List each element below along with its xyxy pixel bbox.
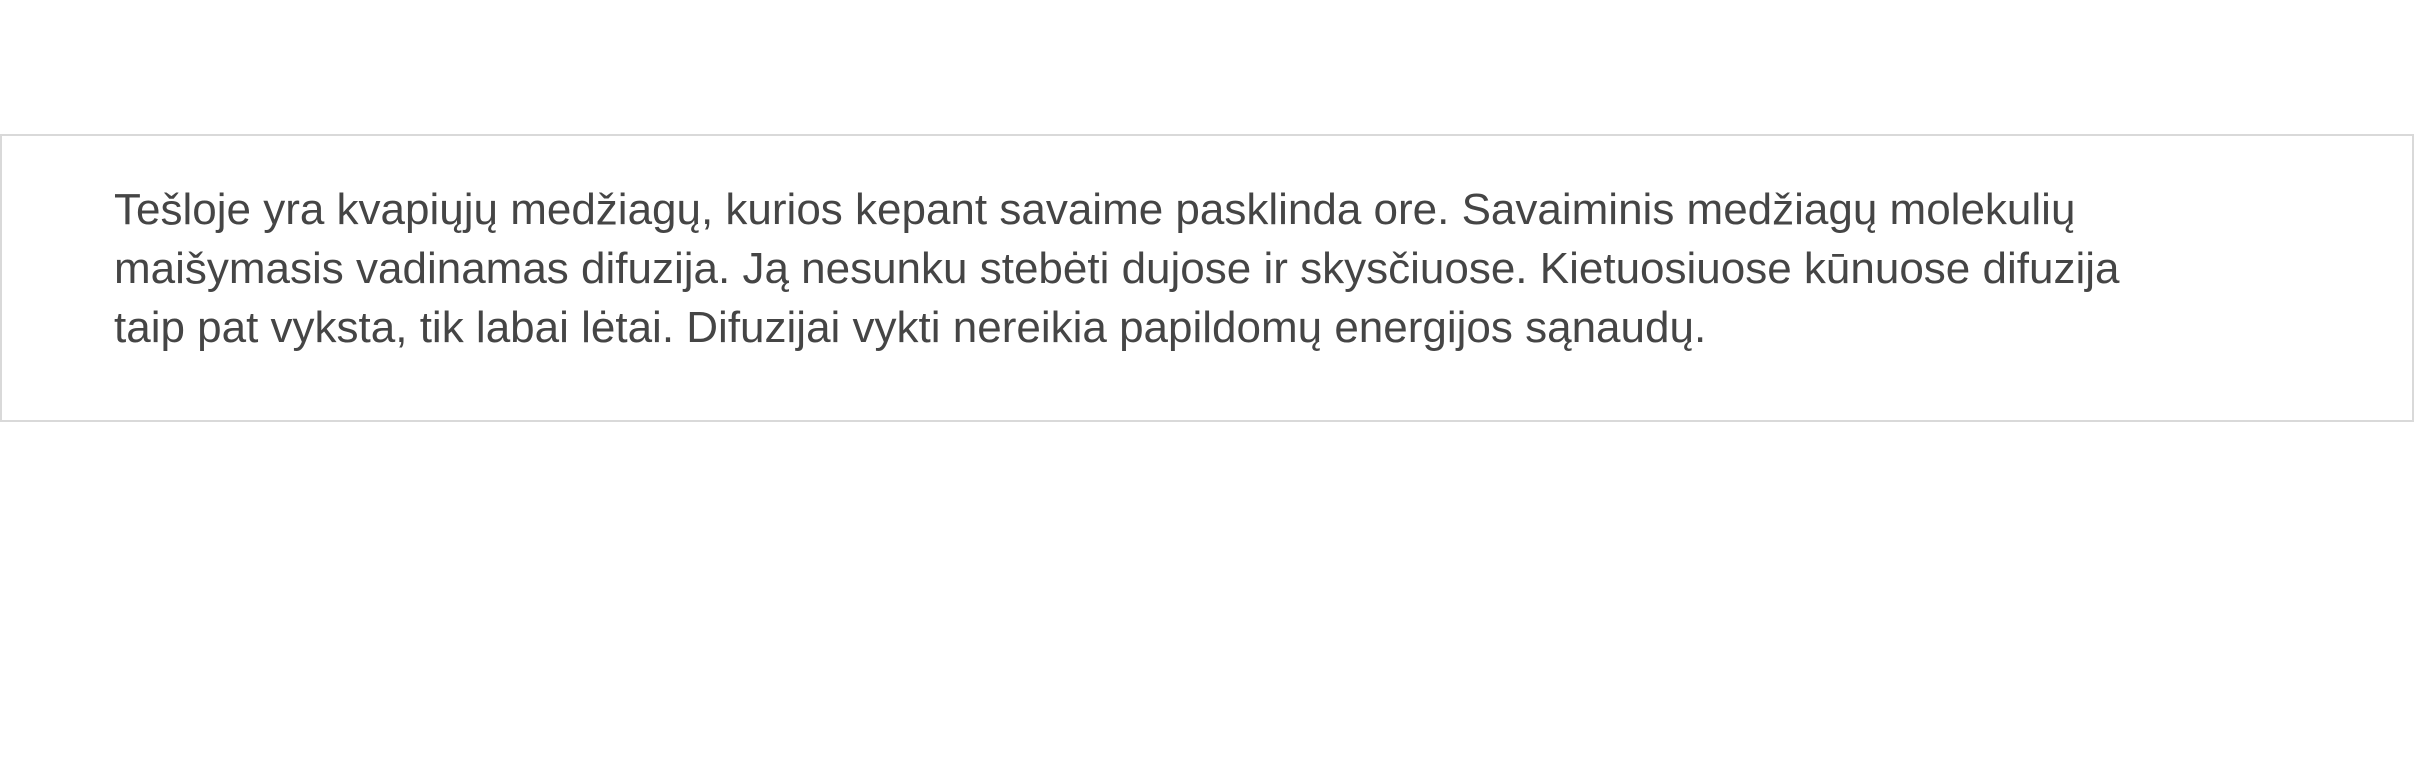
paragraph-line-3: taip pat vyksta, tik labai lėtai. Difuzijai vykti nereikia papildomų energijos sąnaudų. bbox=[114, 303, 1707, 352]
paragraph bbox=[114, 180, 2354, 357]
paragraph-line-2: maišymasis vadinamas difuzija. Ją nesunku stebėti dujose ir skysčiuose. Kietuosiuose kūnuose difuzija bbox=[114, 244, 2120, 293]
text-panel bbox=[0, 134, 2414, 422]
paragraph-line-1: Tešloje yra kvapiųjų medžiagų, kurios kepant savaime pasklinda ore. Savaiminis medžiagų molekulių bbox=[114, 185, 2076, 234]
